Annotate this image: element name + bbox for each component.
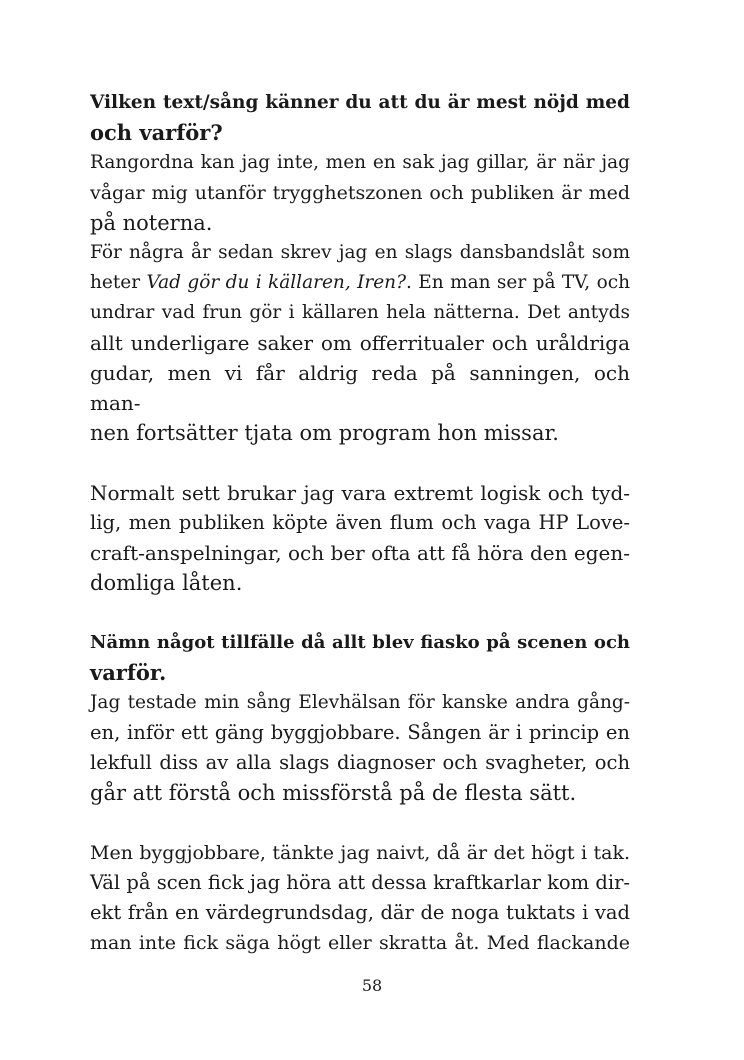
text-line: craft-anspelningar, och ber ofta att få höra den egen- <box>90 541 630 565</box>
text-line: domliga låten. <box>90 571 243 595</box>
text-line: man inte fick säga högt eller skratta åt. Med flackande <box>90 932 630 954</box>
answer-paragraph <box>90 688 630 808</box>
paragraph-gap <box>90 808 630 838</box>
text-line: på noterna. <box>90 211 213 235</box>
text-fragment: . En man ser på TV, och <box>406 272 630 293</box>
answer-paragraph <box>90 148 630 238</box>
paragraph-gap <box>90 598 630 628</box>
text-line: Rangordna kan jag inte, men en sak jag gillar, är när jag <box>90 152 630 173</box>
text-line: Normalt sett brukar jag vara extremt logisk och tyd- <box>90 481 630 505</box>
text-line <box>90 268 630 298</box>
text-line: gudar, men vi får aldrig reda på sanningen, och man- <box>90 361 630 415</box>
text-line: Väl på scen fick jag höra att dessa kraftkarlar kom dir- <box>90 871 630 894</box>
answer-paragraph <box>90 838 630 958</box>
question-heading-1 <box>90 88 630 148</box>
page-number: 58 <box>361 976 383 995</box>
text-line: Men byggjobbare, tänkte jag naivt, då är det högt i tak. <box>90 842 630 864</box>
text-line: Jag testade min sång Elevhälsan för kanske andra gång- <box>90 692 630 713</box>
text-line: en, inför ett gäng byggjobbare. Sången är i princip en <box>90 721 630 744</box>
heading-line: och varför? <box>90 120 223 145</box>
text-line: För några år sedan skrev jag en slags dansbandslåt som <box>90 242 630 263</box>
text-line: lig, men publiken köpte även flum och vaga HP Love- <box>90 511 630 534</box>
heading-line: Nämn något tillfälle då allt blev fiasko på scenen och <box>90 632 630 653</box>
text-line: lekfull diss av alla slags diagnoser och svagheter, och <box>90 751 630 774</box>
heading-line: Vilken text/sång känner du att du är mest nöjd med <box>90 92 630 113</box>
page-body <box>90 88 630 958</box>
answer-paragraph <box>90 478 630 598</box>
heading-line: varför. <box>90 660 167 685</box>
paragraph-gap <box>90 448 630 478</box>
text-line: ekt från en värdegrundsdag, där de noga tuktats i vad <box>90 901 630 924</box>
answer-paragraph <box>90 238 630 448</box>
text-line: nen fortsätter tjata om program hon missar. <box>90 421 559 445</box>
text-line: går att förstå och missförstå på de flesta sätt. <box>90 781 577 805</box>
text-line: vågar mig utanför trygghetszonen och publiken är med <box>90 182 630 204</box>
question-heading-2 <box>90 628 630 688</box>
text-line: allt underligare saker om offerritualer och uråldriga <box>90 331 630 355</box>
song-title: Vad gör du i källaren, Iren? <box>146 272 407 293</box>
text-fragment: heter <box>90 272 147 293</box>
text-line: undrar vad frun gör i källaren hela nätterna. Det antyds <box>90 302 630 323</box>
